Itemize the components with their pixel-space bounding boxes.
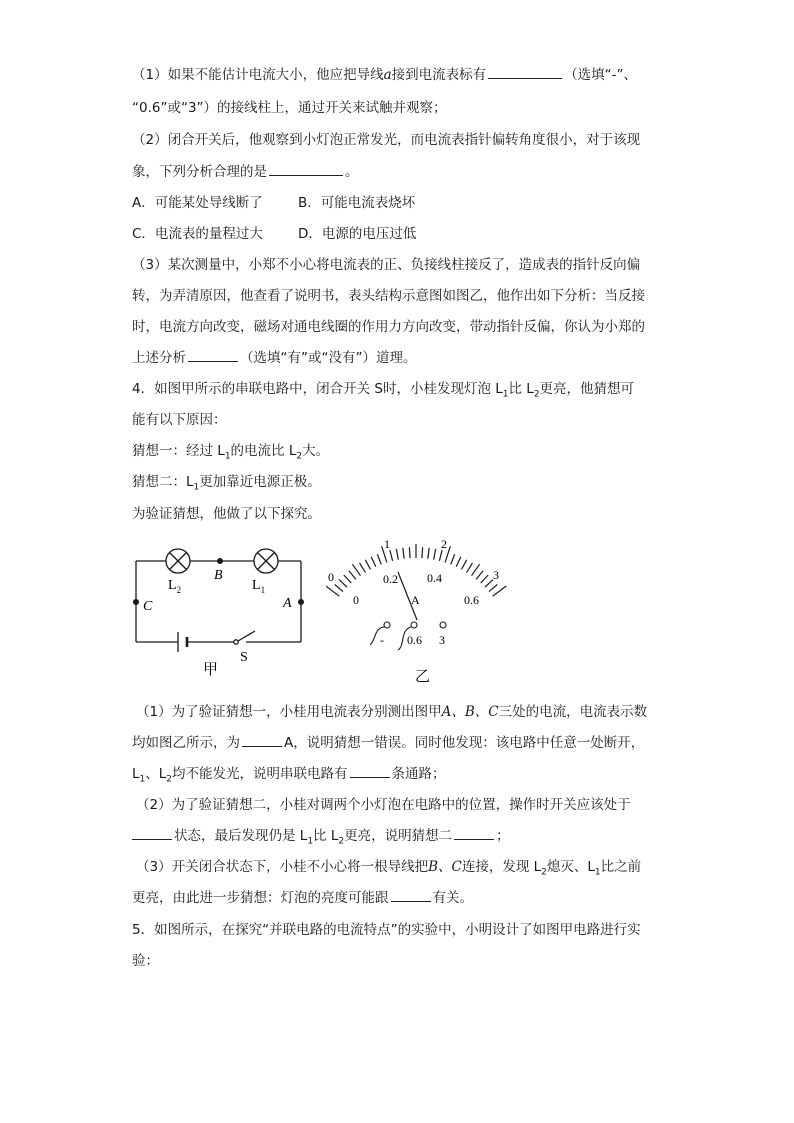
answer-blank[interactable] <box>132 827 172 840</box>
answer-blank[interactable] <box>269 163 343 176</box>
unit-label: A <box>411 593 420 607</box>
q4-verify: 为验证猜想，他做了以下探究。 <box>132 506 321 522</box>
answer-blank[interactable] <box>350 765 390 778</box>
q4-sub1-line3: $L_1$、$L_2$均不能发光，说明串联电路有 条通路； <box>132 766 446 785</box>
scale-tick <box>476 571 483 580</box>
scale-tick <box>371 557 376 567</box>
dial-ticks <box>326 544 506 596</box>
q3-part3-line2: 转，为弄清原因，他查看了说明书，表头结构示意图如图乙，他作出如下分析：当反接 <box>132 288 645 304</box>
terminal-3-icon <box>440 622 446 628</box>
circuit-diagram-jia <box>126 538 316 688</box>
q3-part2-line1: （2）闭合开关后，他观察到小灯泡正常发光，而电流表指针偏转角度很小，对于该现 <box>132 132 641 148</box>
scale-tick <box>326 586 339 596</box>
terminal-neg-label: - <box>380 633 384 647</box>
scale-tick <box>390 550 393 561</box>
option-c[interactable]: C．电流表的量程过大 <box>132 226 263 242</box>
scale-tick <box>456 557 461 567</box>
answer-blank[interactable] <box>488 66 562 79</box>
label-a: A <box>283 596 292 611</box>
option-d[interactable]: D．电源的电压过低 <box>298 226 417 242</box>
scale-tick <box>434 549 436 560</box>
junction-c-dot <box>133 599 139 605</box>
scale-tick <box>360 563 366 572</box>
battery-icon <box>178 632 187 652</box>
scale-tick <box>365 560 370 570</box>
q5-line1: 5．如图所示，在探究“并联电路的电流特点”的实验中，小明设计了如图甲电路进行实 <box>132 922 641 938</box>
scale-tick <box>403 548 404 559</box>
q3-options-row2 <box>132 225 672 243</box>
scale-tick <box>489 585 497 592</box>
scale-tick <box>472 564 480 575</box>
answer-blank[interactable] <box>242 734 282 747</box>
bottom-label-04: 0.4 <box>427 571 442 585</box>
label-l2: $L_2$ <box>168 578 182 595</box>
terminal-neg-icon <box>384 622 390 628</box>
answer-blank[interactable] <box>188 349 238 362</box>
answer-blank[interactable] <box>454 827 494 840</box>
q3-options-row1 <box>132 194 672 212</box>
scale-tick <box>377 554 381 564</box>
terminal-06-label: 0.6 <box>407 633 422 647</box>
label-s: S <box>240 650 248 665</box>
bottom-label-02: 0.2 <box>383 572 398 586</box>
bottom-label-0: 0 <box>353 593 359 607</box>
scale-tick <box>462 560 467 570</box>
terminal-3-label: 3 <box>439 633 445 647</box>
top-label-2: 2 <box>441 537 447 551</box>
q4-sub2-line1: （2）为了验证猜想二，小桂对调两个小灯泡在电路中的位置，操作时开关应该处于 <box>136 797 631 813</box>
caption-yi: 乙 <box>415 667 431 685</box>
scale-tick <box>439 550 442 561</box>
scale-tick <box>349 571 356 580</box>
q4-sub3-line1: （3）开关闭合状态下，小桂不小心将一根导线把B、C连接，发现 $L_2$熄灭、$L_1$比之前 <box>136 859 642 878</box>
scale-tick <box>335 585 343 592</box>
scale-tick <box>352 564 360 575</box>
q4-guess2: 猜想二：$L_1$更加靠近电源正极。 <box>132 474 321 493</box>
caption-jia: 甲 <box>203 660 219 678</box>
scale-tick <box>344 575 352 583</box>
q3-part2-line2: 象，下列分析合理的是 。 <box>132 164 359 180</box>
scale-tick <box>422 547 423 558</box>
label-b: B <box>214 568 223 583</box>
option-a[interactable]: A．可能某处导线断了 <box>132 195 263 211</box>
answer-blank[interactable] <box>391 889 431 902</box>
label-l1: $L_1$ <box>252 578 266 595</box>
q3-part1-line2: “0.6”或“3”）的接线柱上，通过开关来试触并观察； <box>132 100 447 116</box>
scale-tick <box>409 547 410 558</box>
junction-a-dot <box>298 599 304 605</box>
top-label-0: 0 <box>328 570 334 584</box>
q4-sub1-line2: 均如图乙所示，为 A，说明猜想一错误。同时他发现：该电路中任意一处断开， <box>132 735 645 751</box>
lamp-l2-icon <box>166 549 190 573</box>
scale-tick <box>493 586 507 596</box>
q4-sub3-line2: 更亮，由此进一步猜想：灯泡的亮度可能跟 有关。 <box>132 890 473 906</box>
q3-part1-line1: （1）如果不能估计电流大小，他应把导线a接到电流表标有 （选填“-”、 <box>132 67 638 83</box>
top-label-3: 3 <box>493 568 499 582</box>
q4-guess1: 猜想一：经过 $L_1$的电流比 $L_2$大。 <box>132 443 330 462</box>
terminal-06-icon <box>411 622 417 628</box>
q4-intro-line1: 4．如图甲所示的串联电路中，闭合开关 S时，小桂发现灯泡 $L_1$比 $L_2$更亮，他猜想可 <box>132 381 635 400</box>
q5-line2: 验： <box>132 953 159 969</box>
scale-tick <box>467 563 473 572</box>
lamp-l1-icon <box>254 549 278 573</box>
q3-part3-line1: （3）某次测量中，小郑不小心将电流表的正、负接线柱接反了，造成表的指针反向偏 <box>132 257 641 273</box>
q3-part3-line3: 时，电流方向改变，磁场对通电线圈的作用力方向改变，带动指针反偏，你认为小郑的 <box>132 319 645 335</box>
scale-tick <box>428 548 429 559</box>
scale-tick <box>485 580 493 588</box>
bottom-label-06: 0.6 <box>464 593 479 607</box>
scale-tick <box>339 580 347 588</box>
scale-tick <box>451 554 455 564</box>
q4-sub1-line1: （1）为了验证猜想一，小桂用电流表分别测出图甲A、B、C三处的电流，电流表示数 <box>136 704 648 720</box>
option-b[interactable]: B．可能电流表烧坏 <box>298 195 416 211</box>
q3-part3-line4: 上述分析 （选填“有”或“没有”）道理。 <box>132 350 417 366</box>
scale-tick <box>396 549 398 560</box>
label-c: C <box>143 599 153 614</box>
q4-sub2-line2: 状态，最后发现仍是 $L_1$比 $L_2$更亮，说明猜想二 ； <box>132 827 672 845</box>
q4-intro-line2: 能有以下原因： <box>132 412 227 428</box>
junction-b-dot <box>217 558 223 564</box>
ammeter-dial-yi <box>326 532 512 688</box>
scale-tick <box>481 575 489 583</box>
top-label-1: 1 <box>384 537 390 551</box>
